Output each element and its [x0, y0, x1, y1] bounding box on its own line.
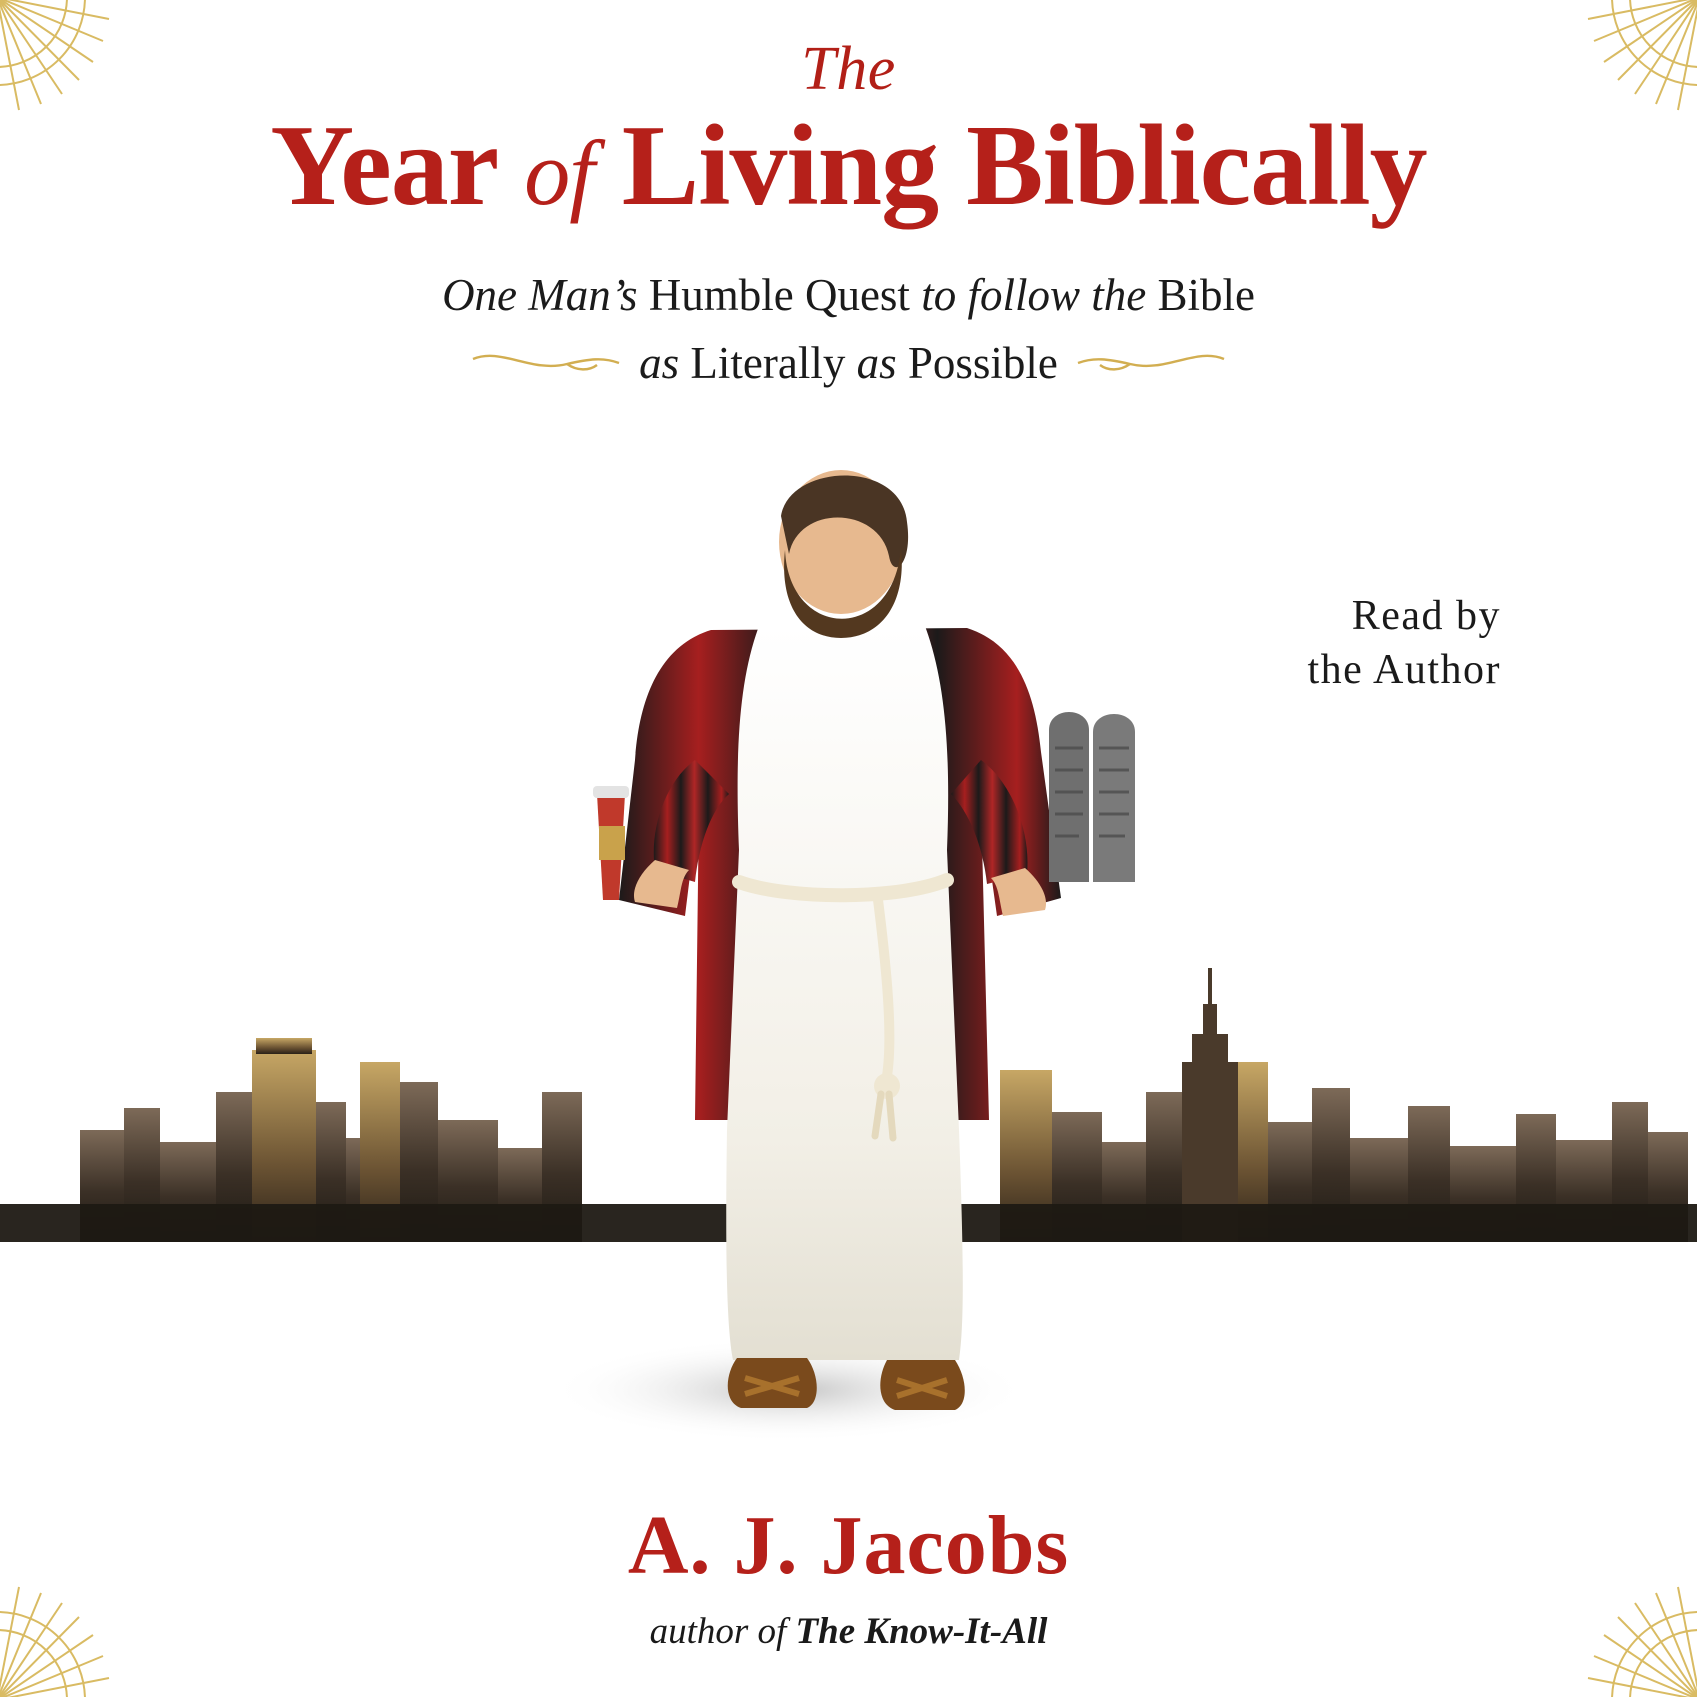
flourish-ornament-icon [1076, 351, 1226, 377]
subtitle-line-2 [0, 332, 1697, 396]
man-in-robe-photo [489, 430, 1209, 1490]
subtitle-possible: Possible [907, 337, 1058, 388]
subtitle-one-mans: One Man’s [442, 269, 638, 320]
subtitle-to-follow-the: to follow the [921, 269, 1147, 320]
subtitle-literally: Literally [690, 337, 846, 388]
title-of: of [524, 122, 594, 224]
subtitle-bible: Bible [1157, 269, 1255, 320]
title-prefix: The [801, 35, 896, 103]
title-block [0, 35, 1697, 396]
subtitle-line-1 [0, 264, 1697, 328]
read-by-line-1: Read by [1351, 593, 1501, 639]
page-title [0, 102, 1697, 230]
title-part-two: Living Biblically [621, 102, 1427, 230]
read-by-credit [1308, 590, 1501, 698]
subtitle-as-2: as [856, 337, 897, 388]
subtitle [0, 264, 1697, 396]
author-block [0, 1499, 1697, 1653]
subtitle-humble-quest: Humble Quest [648, 269, 910, 320]
author-name: A. J. Jacobs [627, 1499, 1070, 1592]
stone-tablets-icon [1049, 712, 1135, 882]
flourish-ornament-icon [471, 351, 621, 377]
previous-work-prefix: author of [649, 1611, 787, 1652]
title-part-one: Year [270, 102, 497, 230]
previous-work-credit [0, 1610, 1697, 1653]
previous-work-title: The Know-It-All [795, 1611, 1048, 1652]
read-by-line-2: the Author [1307, 646, 1501, 693]
subtitle-as-1: as [639, 337, 680, 388]
